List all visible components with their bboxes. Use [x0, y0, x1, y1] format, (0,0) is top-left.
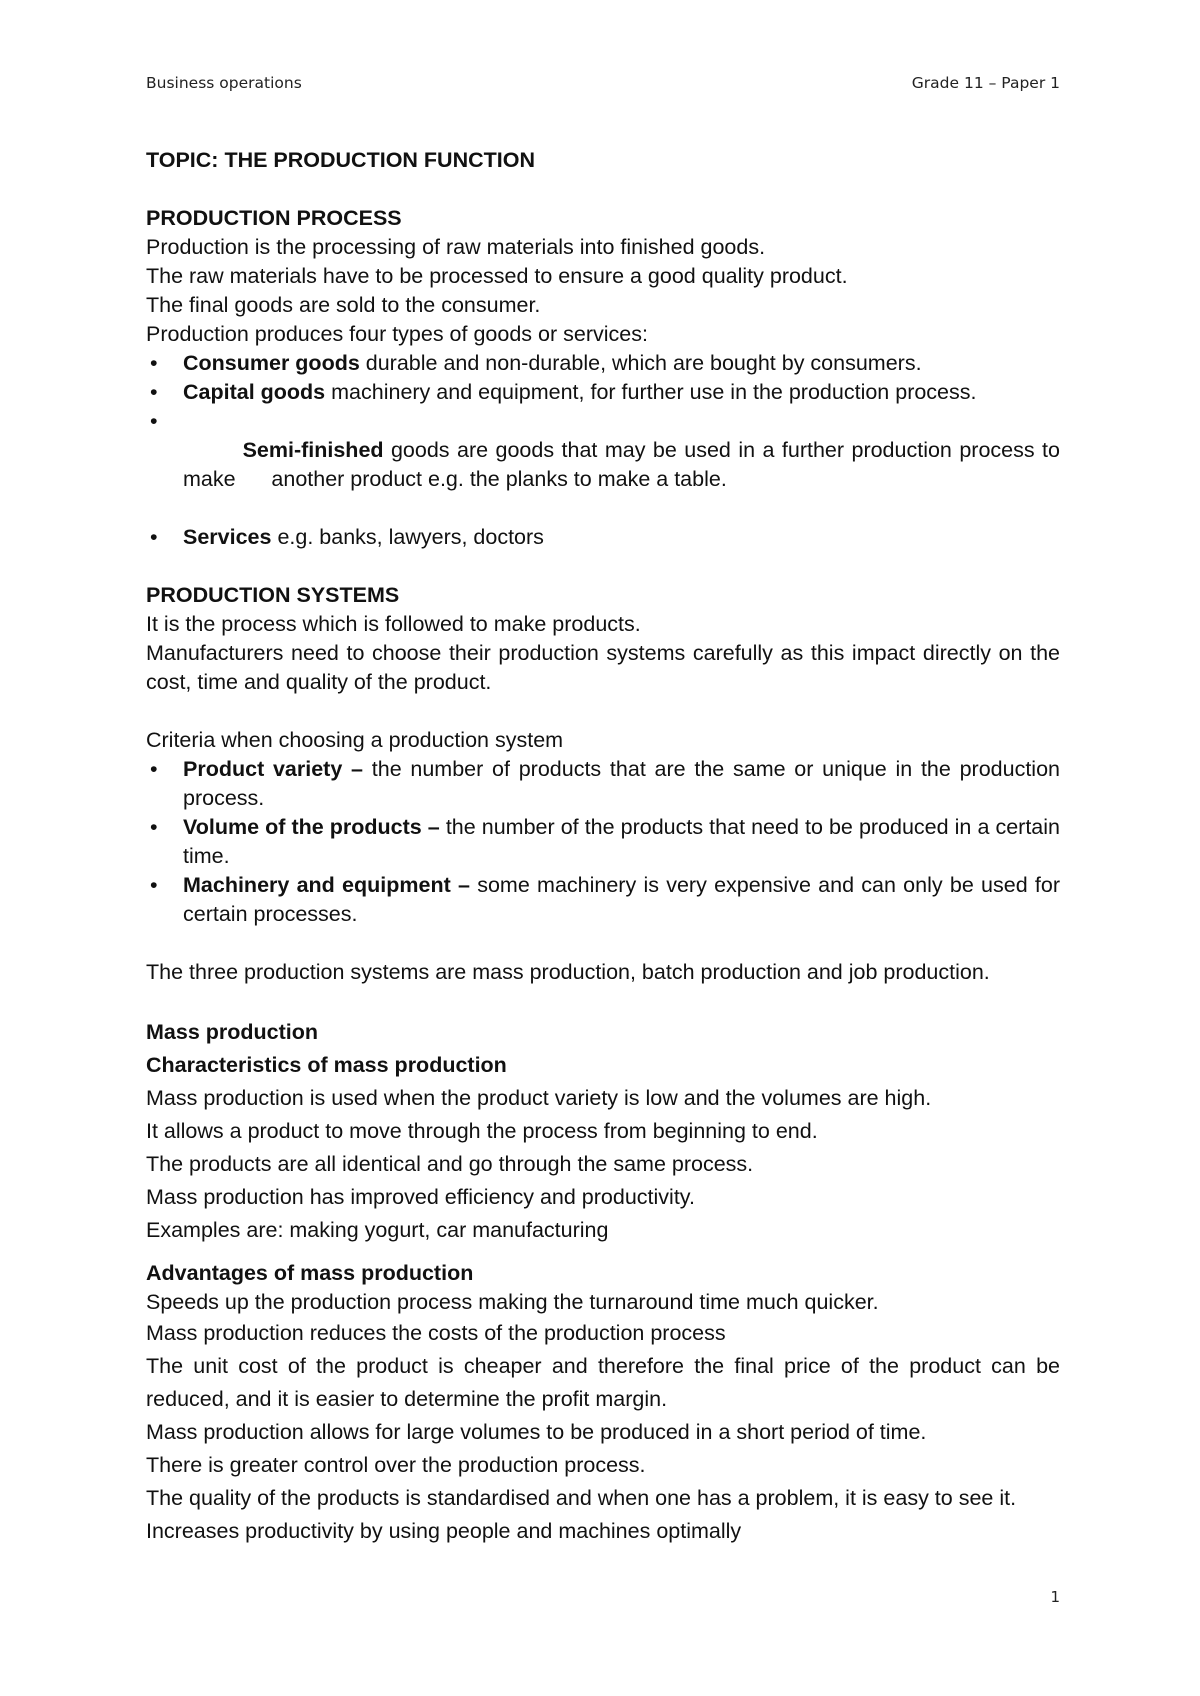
spacer: [146, 987, 1060, 1016]
bullet-icon: •: [150, 873, 158, 897]
paragraph-line: Mass production has improved efficiency and productivity.: [146, 1185, 695, 1209]
list-item: [146, 755, 1060, 813]
paragraph-line: Mass production reduces the costs of the production process: [146, 1321, 726, 1345]
paragraph: Manufacturers need to choose their production systems carefully as this impact directly on the cost, time and quality of the product.: [146, 641, 1060, 694]
subsection-heading: Advantages of mass production: [146, 1261, 474, 1285]
page-number: 1: [1050, 1588, 1060, 1606]
paragraph-line: Production is the processing of raw materials into finished goods.: [146, 235, 766, 259]
production-systems-section: [146, 581, 1060, 987]
paragraph-line: It allows a product to move through the process from beginning to end.: [146, 1119, 818, 1143]
definition: some machinery is very expensive and can only be used for certain processes.: [183, 873, 1060, 926]
list-item: [146, 813, 1060, 871]
header-grade-paper: Grade 11 – Paper 1: [911, 74, 1060, 92]
paragraph-line: The unit cost of the product is cheaper and therefore the final price of the product can be reduced, and it is easier to determine the profit margin.: [146, 1354, 1060, 1411]
mass-production-section: [146, 1016, 1060, 1548]
document-body: [146, 146, 1066, 1548]
spacer: [146, 697, 1060, 726]
term: Product variety –: [183, 757, 364, 781]
term: Services: [183, 525, 272, 549]
paragraph-line: Examples are: making yogurt, car manufacturing: [146, 1218, 609, 1242]
term: Volume of the products –: [183, 815, 440, 839]
bullet-icon: •: [150, 525, 158, 549]
definition: machinery and equipment, for further use in the production process.: [325, 380, 977, 404]
definition: the number of the products that need to be produced in a certain time.: [183, 815, 1060, 868]
spacer: [146, 929, 1060, 958]
paragraph-line: Production produces four types of goods or services:: [146, 322, 648, 346]
list-item: [146, 407, 1066, 523]
paragraph-line: Speeds up the production process making the turnaround time much quicker.: [146, 1290, 879, 1314]
criteria-list: [146, 755, 1060, 929]
section-heading: PRODUCTION PROCESS: [146, 206, 402, 230]
paragraph-line: Mass production allows for large volumes to be produced in a short period of time.: [146, 1420, 927, 1444]
spacer: [146, 175, 1060, 204]
header-subject: Business operations: [146, 74, 302, 92]
term: Semi-finished: [242, 438, 384, 462]
paragraph-line: The quality of the products is standardised and when one has a problem, it is easy to see it.: [146, 1486, 1017, 1510]
production-process-section: [146, 204, 1066, 552]
spacer: [146, 1247, 1060, 1259]
list-item: [146, 378, 1060, 407]
goods-types-list: [146, 349, 1066, 552]
paragraph: The three production systems are mass production, batch production and job production.: [146, 960, 990, 984]
bullet-icon: •: [150, 409, 158, 433]
bullet-icon: •: [150, 380, 158, 404]
term: Consumer goods: [183, 351, 360, 375]
paragraph-line: Increases productivity by using people and machines optimally: [146, 1519, 742, 1543]
list-item: [146, 871, 1060, 929]
criteria-intro: Criteria when choosing a production system: [146, 728, 564, 752]
bullet-icon: •: [150, 351, 158, 375]
paragraph-line: Mass production is used when the product variety is low and the volumes are high.: [146, 1086, 932, 1110]
list-item: [146, 523, 1060, 552]
definition: goods are goods that may be used in a further production process to make another product e.g. the planks to make a table.: [183, 438, 1066, 491]
section-heading: PRODUCTION SYSTEMS: [146, 583, 400, 607]
definition: the number of products that are the same or unique in the production process.: [183, 757, 1060, 810]
term: Capital goods: [183, 380, 326, 404]
term: Machinery and equipment –: [183, 873, 470, 897]
spacer: [146, 552, 1060, 581]
paragraph-line: It is the process which is followed to make products.: [146, 612, 641, 636]
definition: durable and non-durable, which are bought by consumers.: [359, 351, 922, 375]
paragraph-line: The final goods are sold to the consumer.: [146, 293, 541, 317]
list-item: [146, 349, 1060, 378]
paragraph-line: There is greater control over the production process.: [146, 1453, 646, 1477]
definition: e.g. banks, lawyers, doctors: [271, 525, 544, 549]
topic-title: TOPIC: THE PRODUCTION FUNCTION: [146, 148, 535, 172]
bullet-icon: •: [150, 757, 158, 781]
subsection-heading: Characteristics of mass production: [146, 1053, 507, 1077]
page-header: [146, 74, 1060, 98]
section-heading: Mass production: [146, 1020, 319, 1044]
paragraph-line: The products are all identical and go through the same process.: [146, 1152, 754, 1176]
bullet-icon: •: [150, 815, 158, 839]
paragraph-line: The raw materials have to be processed to ensure a good quality product.: [146, 264, 848, 288]
